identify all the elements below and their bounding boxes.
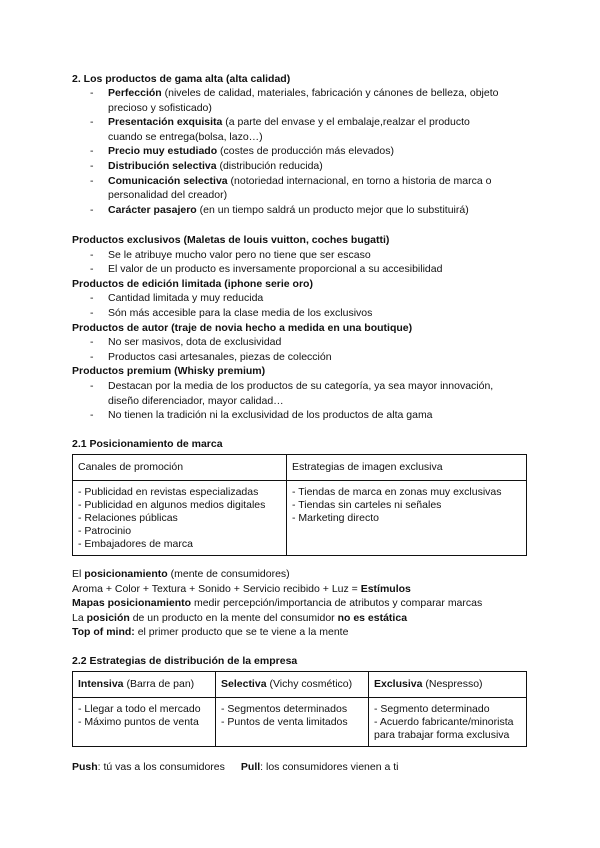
header-rest: (Barra de pan): [123, 678, 195, 690]
note-bold: Estímulos: [360, 582, 411, 595]
note-bold: posicionamiento: [84, 568, 168, 580]
table-cell-line: para trabajar forma exclusiva: [374, 729, 510, 741]
note-line: [72, 625, 542, 640]
section-2-heading: 2. Los productos de gama alta (alta calidad): [72, 73, 291, 85]
table-header-strategies: Estrategias de imagen exclusiva: [287, 455, 527, 481]
list-item: - No tienen la tradición ni la exclusividad de los productos de alta gama: [90, 408, 515, 423]
table-cell-line: - Tiendas sin carteles ni señales: [292, 498, 442, 511]
table-header-intensive: [73, 672, 216, 698]
table-cell-line: - Segmento determinado: [374, 702, 490, 715]
table-cell-line: - Embajadores de marca: [78, 538, 193, 551]
category-heading-limited: Productos de edición limitada (iphone serie oro): [72, 277, 313, 290]
item-desc-cont: personalidad del creador): [108, 189, 228, 202]
item-desc: (en un tiempo saldrá un producto mejor que lo substituirá): [196, 203, 469, 216]
item-desc-cont: cuando se entrega(bolsa, lazo…): [108, 130, 263, 143]
table-cell-line: - Llegar a todo el mercado: [78, 702, 201, 715]
note-text: medir percepción/importancia de atributos y comparar marcas: [191, 597, 483, 610]
positioning-notes: [72, 567, 542, 640]
header-bold: Exclusiva: [374, 678, 423, 690]
item-term: Perfección: [108, 87, 162, 99]
category-heading-exclusive: Productos exclusivos (Maletas de louis vuitton, coches bugatti): [72, 234, 390, 246]
item-term: Distribución selectiva: [108, 159, 217, 172]
note-bold: Mapas posicionamiento: [72, 597, 192, 610]
table-header-selective: [216, 672, 369, 698]
note-line: [72, 611, 542, 626]
note-text: Aroma + Color + Textura + Sonido + Servicio recibido + Luz =: [72, 582, 361, 595]
push-text: : tú vas a los consumidores: [97, 761, 225, 773]
item-desc: (a parte del envase y el embalaje,realzar el producto: [222, 116, 470, 129]
note-text: el primer producto que se te viene a la mente: [134, 626, 349, 639]
list-item: [90, 203, 530, 218]
list-item: [90, 115, 530, 144]
table-cell-intensive: [73, 697, 216, 746]
category-heading-premium: Productos premium (Whisky premium): [72, 365, 266, 378]
note-line: [72, 567, 542, 582]
table-cell-line: - Segmentos determinados: [221, 702, 348, 715]
list-item: - Cantidad limitada y muy reducida: [90, 291, 532, 306]
item-term: Presentación exquisita: [108, 116, 223, 129]
list-item: [90, 174, 530, 203]
note-text: El: [72, 568, 85, 580]
table-cell-line: - Patrocinio: [78, 525, 132, 538]
table-header-exclusive: [369, 672, 527, 698]
note-text: (mente de consumidores): [167, 568, 290, 580]
item-term: Precio muy estudiado: [108, 145, 218, 158]
pull-label: Pull: [240, 761, 261, 773]
header-bold: Intensiva: [78, 678, 124, 690]
table-cell-strategies: [287, 480, 527, 555]
list-item: [90, 86, 530, 115]
note-text: de un producto en la mente del consumidor: [129, 611, 338, 624]
list-item: - Són más accesible para la clase media de los exclusivos: [90, 306, 532, 321]
table-cell-line: - Máximo puntos de venta: [78, 715, 199, 728]
note-bold: Top of mind:: [72, 626, 135, 639]
list-item: - El valor de un producto es inversamente proporcional a su accesibilidad: [90, 262, 532, 277]
table-header-channels: Canales de promoción: [73, 455, 287, 481]
note-bold: no es estática: [337, 611, 408, 624]
item-desc: (distribución reducida): [216, 159, 323, 172]
table-cell-line: - Acuerdo fabricante/minorista: [374, 715, 514, 728]
table-cell-line: - Marketing directo: [292, 512, 379, 524]
list-item: [90, 144, 530, 159]
table-cell-line: - Relaciones públicas: [78, 512, 178, 524]
table-cell-channels: [73, 480, 287, 555]
category-heading-author: Productos de autor (traje de novia hecho a medida en una boutique): [72, 321, 413, 334]
item-term: Comunicación selectiva: [108, 174, 228, 187]
note-line: [72, 582, 542, 597]
category-list: [90, 335, 532, 364]
item-term: Carácter pasajero: [108, 203, 197, 216]
header-rest: (Nespresso): [422, 678, 483, 690]
header-rest: (Vichy cosmético): [266, 678, 353, 690]
note-line: [72, 596, 542, 611]
distribution-table: [72, 671, 527, 747]
category-list: [90, 379, 515, 423]
section-2-2-heading: 2.2 Estrategias de distribución de la empresa: [72, 655, 298, 667]
item-desc: (niveles de calidad, materiales, fabricación y cánones de belleza, objeto: [161, 87, 499, 99]
list-item: - No ser masivos, dota de exclusividad: [90, 335, 532, 350]
table-cell-line: - Publicidad en revistas especializadas: [78, 485, 259, 498]
list-item: - Productos casi artesanales, piezas de colección: [90, 350, 532, 365]
table-cell-line: - Tiendas de marca en zonas muy exclusivas: [292, 485, 502, 498]
table-cell-selective: [216, 697, 369, 746]
table-cell-exclusive: [369, 697, 527, 746]
list-item: [90, 159, 530, 174]
pull-text: : los consumidores vienen a ti: [260, 761, 399, 773]
note-bold: posición: [86, 611, 130, 624]
section-2-list: [90, 86, 530, 217]
item-desc: (notoriedad internacional, en torno a historia de marca o: [227, 174, 492, 187]
item-desc-cont: precioso y sofisticado): [108, 101, 212, 114]
table-cell-line: - Publicidad en algunos medios digitales: [78, 498, 266, 511]
table-cell-line: - Puntos de venta limitados: [221, 715, 348, 728]
category-list: [90, 248, 532, 277]
category-list: [90, 291, 532, 320]
promotion-table: [72, 454, 527, 556]
note-text: La: [72, 611, 87, 624]
header-bold: Selectiva: [221, 678, 267, 690]
section-2-1-heading: 2.1 Posicionamiento de marca: [72, 438, 223, 450]
list-item: - Destacan por la media de los productos de su categoría, ya sea mayor innovación, diseño diferenciador, mayor calidad…: [90, 379, 515, 408]
item-desc: (costes de producción más elevados): [217, 145, 394, 158]
product-categories: [72, 233, 532, 423]
list-item: - Se le atribuye mucho valor pero no tiene que ser escaso: [90, 248, 532, 263]
push-pull-line: [72, 760, 399, 775]
push-label: Push: [72, 761, 98, 773]
